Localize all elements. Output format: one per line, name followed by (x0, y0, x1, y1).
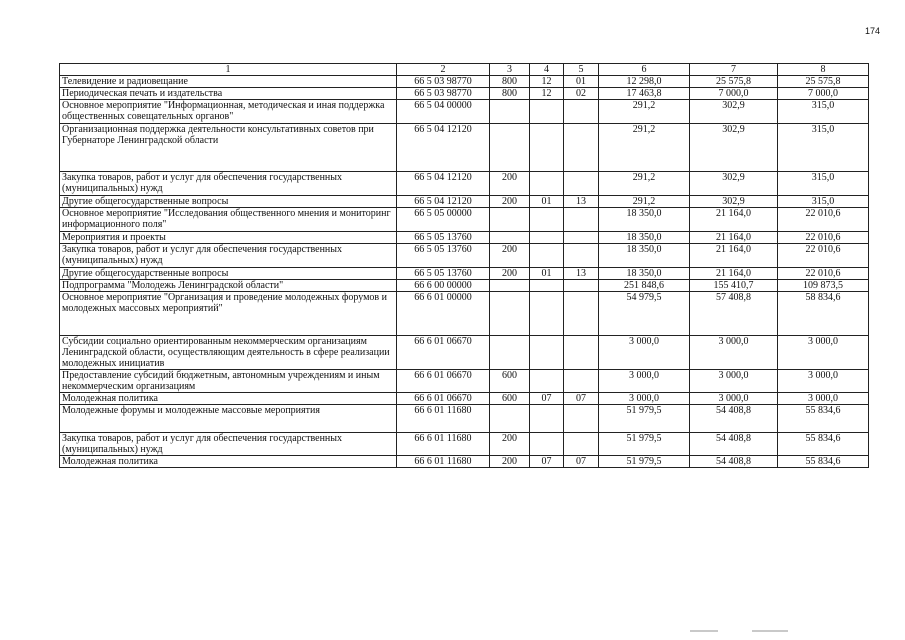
header-cell: 8 (778, 64, 869, 76)
table-cell-subsection (564, 124, 599, 172)
table-cell-amount-year-1: 18 350,0 (599, 268, 690, 280)
table-cell-amount-year-1: 17 463,8 (599, 88, 690, 100)
table-cell-amount-year-3: 315,0 (778, 196, 869, 208)
table-cell-name: Организационная поддержка деятельности консультативных советов при Губернаторе Ленинградской области (60, 124, 397, 172)
table-cell-expense-type (490, 292, 530, 336)
table-cell-code: 66 6 01 11680 (397, 456, 490, 468)
table-row (60, 172, 869, 196)
table-cell-name: Мероприятия и проекты (60, 232, 397, 244)
table-cell-amount-year-2: 57 408,8 (690, 292, 778, 336)
table-cell-section (530, 336, 564, 370)
table-cell-amount-year-1: 51 979,5 (599, 433, 690, 456)
table-cell-code: 66 5 05 13760 (397, 268, 490, 280)
table-cell-section: 07 (530, 393, 564, 405)
table-cell-name: Основное мероприятие "Исследования общественного мнения и мониторинг информационного поля" (60, 208, 397, 232)
table-cell-subsection (564, 232, 599, 244)
table-cell-expense-type (490, 124, 530, 172)
table-cell-subsection (564, 405, 599, 433)
budget-table (59, 63, 869, 468)
header-cell: 2 (397, 64, 490, 76)
table-cell-expense-type: 200 (490, 456, 530, 468)
table-row (60, 196, 869, 208)
table-cell-amount-year-1: 51 979,5 (599, 456, 690, 468)
table-cell-subsection: 07 (564, 456, 599, 468)
table-cell-expense-type (490, 100, 530, 124)
table-cell-expense-type: 800 (490, 76, 530, 88)
table-cell-subsection: 13 (564, 268, 599, 280)
table-cell-amount-year-2: 54 408,8 (690, 433, 778, 456)
table-cell-code: 66 6 01 00000 (397, 292, 490, 336)
table-cell-amount-year-3: 55 834,6 (778, 405, 869, 433)
table-cell-amount-year-3: 315,0 (778, 172, 869, 196)
table-cell-section (530, 100, 564, 124)
table-cell-amount-year-3: 22 010,6 (778, 244, 869, 268)
table-cell-section (530, 244, 564, 268)
table-cell-amount-year-3: 55 834,6 (778, 456, 869, 468)
table-cell-expense-type (490, 208, 530, 232)
table-cell-code: 66 6 00 00000 (397, 280, 490, 292)
table-cell-code: 66 5 04 12120 (397, 196, 490, 208)
table-cell-name: Другие общегосударственные вопросы (60, 268, 397, 280)
table-cell-subsection: 01 (564, 76, 599, 88)
table-row (60, 244, 869, 268)
table-cell-code: 66 6 01 11680 (397, 433, 490, 456)
table-row (60, 336, 869, 370)
table-cell-name: Молодежная политика (60, 456, 397, 468)
table-cell-amount-year-3: 22 010,6 (778, 268, 869, 280)
table-cell-name: Предоставление субсидий бюджетным, автономным учреждениям и иным некоммерческим организациям (60, 370, 397, 393)
header-cell: 7 (690, 64, 778, 76)
table-cell-amount-year-3: 22 010,6 (778, 232, 869, 244)
table-cell-subsection (564, 370, 599, 393)
table-cell-amount-year-3: 315,0 (778, 124, 869, 172)
table-cell-amount-year-1: 3 000,0 (599, 336, 690, 370)
table-cell-subsection (564, 172, 599, 196)
table-cell-name: Основное мероприятие "Информационная, методическая и иная поддержка общественных совещательных органов" (60, 100, 397, 124)
table-cell-name: Субсидии социально ориентированным некоммерческим организациям Ленинградской области, осуществляющим деятельность в сфере реализации молодежных инициатив (60, 336, 397, 370)
table-cell-section: 01 (530, 268, 564, 280)
table-row (60, 268, 869, 280)
table-cell-amount-year-3: 7 000,0 (778, 88, 869, 100)
table-cell-section: 07 (530, 456, 564, 468)
table-row (60, 76, 869, 88)
table-cell-subsection: 07 (564, 393, 599, 405)
table-cell-code: 66 5 04 12120 (397, 172, 490, 196)
table-row (60, 88, 869, 100)
table-cell-subsection (564, 433, 599, 456)
table-cell-amount-year-2: 54 408,8 (690, 456, 778, 468)
table-cell-subsection (564, 208, 599, 232)
table-cell-subsection: 13 (564, 196, 599, 208)
table-cell-code: 66 6 01 06670 (397, 336, 490, 370)
page-number: 174 (864, 26, 880, 36)
table-cell-amount-year-1: 51 979,5 (599, 405, 690, 433)
scan-mark (690, 630, 718, 632)
table-cell-expense-type: 200 (490, 196, 530, 208)
table-cell-amount-year-1: 18 350,0 (599, 208, 690, 232)
table-cell-section (530, 433, 564, 456)
table-cell-amount-year-3: 3 000,0 (778, 370, 869, 393)
table-cell-amount-year-1: 291,2 (599, 172, 690, 196)
table-cell-amount-year-2: 3 000,0 (690, 370, 778, 393)
table-cell-section (530, 292, 564, 336)
table-row (60, 456, 869, 468)
table-row (60, 370, 869, 393)
header-cell: 5 (564, 64, 599, 76)
table-cell-section (530, 232, 564, 244)
table-cell-code: 66 5 05 13760 (397, 244, 490, 268)
table-cell-amount-year-1: 291,2 (599, 124, 690, 172)
table-cell-amount-year-2: 21 164,0 (690, 268, 778, 280)
table-cell-amount-year-2: 7 000,0 (690, 88, 778, 100)
table-cell-amount-year-1: 291,2 (599, 100, 690, 124)
table-cell-amount-year-1: 54 979,5 (599, 292, 690, 336)
table-cell-expense-type: 600 (490, 393, 530, 405)
table-cell-amount-year-1: 291,2 (599, 196, 690, 208)
table-cell-expense-type: 200 (490, 268, 530, 280)
table-cell-code: 66 5 05 13760 (397, 232, 490, 244)
scan-mark (752, 630, 788, 632)
header-cell: 3 (490, 64, 530, 76)
table-cell-name: Молодежные форумы и молодежные массовые мероприятия (60, 405, 397, 433)
table-cell-amount-year-1: 3 000,0 (599, 370, 690, 393)
table-row (60, 280, 869, 292)
table-row (60, 393, 869, 405)
table-cell-name: Закупка товаров, работ и услуг для обеспечения государственных (муниципальных) нужд (60, 244, 397, 268)
table-cell-amount-year-1: 251 848,6 (599, 280, 690, 292)
table-cell-name: Закупка товаров, работ и услуг для обеспечения государственных (муниципальных) нужд (60, 172, 397, 196)
table-row (60, 292, 869, 336)
table-cell-code: 66 5 05 00000 (397, 208, 490, 232)
table-cell-subsection (564, 336, 599, 370)
table-cell-amount-year-3: 315,0 (778, 100, 869, 124)
table-row (60, 100, 869, 124)
table-cell-expense-type: 800 (490, 88, 530, 100)
table-cell-amount-year-2: 155 410,7 (690, 280, 778, 292)
table-cell-name: Подпрограмма "Молодежь Ленинградской области" (60, 280, 397, 292)
table-cell-code: 66 5 03 98770 (397, 76, 490, 88)
table-cell-section: 01 (530, 196, 564, 208)
table-cell-amount-year-2: 21 164,0 (690, 208, 778, 232)
table-cell-code: 66 6 01 11680 (397, 405, 490, 433)
table-cell-amount-year-2: 25 575,8 (690, 76, 778, 88)
table-cell-amount-year-3: 22 010,6 (778, 208, 869, 232)
table-cell-amount-year-2: 302,9 (690, 100, 778, 124)
table-cell-amount-year-2: 21 164,0 (690, 232, 778, 244)
table-cell-expense-type (490, 405, 530, 433)
table-cell-section (530, 208, 564, 232)
table-cell-subsection (564, 292, 599, 336)
header-cell: 4 (530, 64, 564, 76)
table-cell-amount-year-2: 302,9 (690, 124, 778, 172)
table-cell-amount-year-1: 18 350,0 (599, 244, 690, 268)
table-cell-name: Закупка товаров, работ и услуг для обеспечения государственных (муниципальных) нужд (60, 433, 397, 456)
table-cell-section (530, 280, 564, 292)
table-cell-amount-year-3: 3 000,0 (778, 336, 869, 370)
table-row (60, 124, 869, 172)
table-cell-amount-year-2: 3 000,0 (690, 393, 778, 405)
table-cell-code: 66 5 04 12120 (397, 124, 490, 172)
table-row (60, 232, 869, 244)
table-cell-expense-type: 200 (490, 172, 530, 196)
table-row (60, 208, 869, 232)
table-cell-subsection: 02 (564, 88, 599, 100)
table-cell-code: 66 6 01 06670 (397, 370, 490, 393)
table-cell-amount-year-2: 302,9 (690, 172, 778, 196)
table-cell-expense-type (490, 336, 530, 370)
table-cell-amount-year-2: 302,9 (690, 196, 778, 208)
table-row (60, 433, 869, 456)
table-cell-amount-year-1: 3 000,0 (599, 393, 690, 405)
table-row (60, 405, 869, 433)
table-cell-section (530, 172, 564, 196)
table-cell-expense-type: 200 (490, 433, 530, 456)
header-row (60, 64, 869, 76)
table-cell-code: 66 5 03 98770 (397, 88, 490, 100)
table-cell-amount-year-3: 55 834,6 (778, 433, 869, 456)
table-cell-amount-year-2: 54 408,8 (690, 405, 778, 433)
table-cell-name: Другие общегосударственные вопросы (60, 196, 397, 208)
table-cell-code: 66 6 01 06670 (397, 393, 490, 405)
table-cell-code: 66 5 04 00000 (397, 100, 490, 124)
table-cell-amount-year-2: 3 000,0 (690, 336, 778, 370)
table-cell-subsection (564, 280, 599, 292)
table-cell-expense-type: 600 (490, 370, 530, 393)
table-cell-expense-type (490, 280, 530, 292)
table-cell-section: 12 (530, 76, 564, 88)
table-cell-amount-year-2: 21 164,0 (690, 244, 778, 268)
table-cell-amount-year-1: 12 298,0 (599, 76, 690, 88)
header-cell: 6 (599, 64, 690, 76)
table-cell-subsection (564, 244, 599, 268)
table-cell-name: Периодическая печать и издательства (60, 88, 397, 100)
table-cell-amount-year-3: 25 575,8 (778, 76, 869, 88)
table-cell-section (530, 370, 564, 393)
table-cell-expense-type (490, 232, 530, 244)
table-cell-name: Основное мероприятие "Организация и проведение молодежных форумов и молодежных массовых мероприятий" (60, 292, 397, 336)
table-cell-amount-year-3: 3 000,0 (778, 393, 869, 405)
table-cell-amount-year-3: 109 873,5 (778, 280, 869, 292)
table-cell-subsection (564, 100, 599, 124)
table-cell-section (530, 405, 564, 433)
table-cell-name: Телевидение и радиовещание (60, 76, 397, 88)
table-cell-section: 12 (530, 88, 564, 100)
table-cell-amount-year-3: 58 834,6 (778, 292, 869, 336)
table-cell-section (530, 124, 564, 172)
header-cell: 1 (60, 64, 397, 76)
table-cell-amount-year-1: 18 350,0 (599, 232, 690, 244)
table-cell-name: Молодежная политика (60, 393, 397, 405)
table-cell-expense-type: 200 (490, 244, 530, 268)
